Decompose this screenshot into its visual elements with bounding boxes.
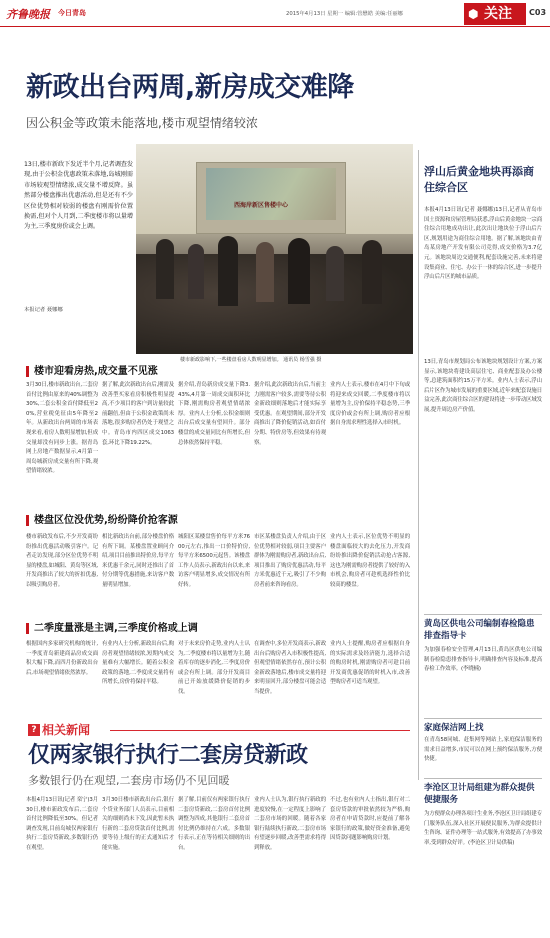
section-3-col-2: 有业内人士分析,新政出台后,购房者观望情绪较浓,短期内成交量难有大幅增长。随着公积金政策的落地,二季度成交量将有所增长,房价将保持平稳。: [102, 641, 174, 686]
section-1-title: [28, 364, 413, 379]
newspaper-logo: 齐鲁晚报: [6, 8, 50, 21]
section-2-col-2: 相比新政出台前,部分楼盘价格有所下调。某楼盘置业顾问介绍,项目目前推出特价房,每平方米优惠千余元,同时还推出了首付分期等优惠措施,来访客户数量明显增加。: [102, 534, 174, 588]
section-2-heading: 楼盘区位没优势,纷纷降价抢客源: [34, 515, 178, 526]
related-headline: 仅两家银行执行二套房贷新政: [28, 743, 308, 768]
section-3-col-4: 在调查中,多位开发商表示,新政出台后购房者入市积极性提高,但观望情绪依然存在,预计公积金新政落地后,楼市成交量将迎来明显回升,部分楼盘可能会适当提价。: [254, 641, 326, 695]
lead-box: [24, 160, 133, 318]
section-2-col-3: 城阳区某楼盘售价每平方米7600元左右,推出一口价特价房,每平方米6500元起售。该楼盘工作人员表示,新政出台以来,来访客户明显增多,成交情况有所好转。: [178, 534, 250, 588]
section-2-col-4: 市区某楼盘负责人介绍,由于区位优势相对较弱,项目主要客户群体为刚需购房者,新政出台后,项目推出了购房优惠活动,每平方米优惠近千元,吸引了不少购房者前来咨询看房。: [254, 534, 326, 588]
sidebar-story-3-title: 家庭保洁网上找: [424, 723, 484, 733]
sidebar-story-4-body: 为方便群众办理各项计生业务,李沧区卫计局组建专门服务队伍,深入社区开展便民服务,为群众提供计生咨询、证件办理等一站式服务,有效提高了办事效率,受到群众好评。(李沧区卫计局供稿): [424, 811, 542, 846]
related-news-rule: [110, 730, 410, 731]
section-3-heading: 二季度量涨是主调,三季度价格或上调: [34, 623, 198, 634]
section-3-col-3: 对于未来房价走势,业内人士认为,二季度楼市将以量增为主,随着库存的逐步消化,三季度房价或会有所上调。部分开发商目前已开始放缓降价促销的步伐。: [178, 641, 250, 695]
section-1-col-4: 据介绍,此次新政出台后,当前主力刚需客户较多,需要等待公积金新政细则落地后才能实际享受优惠。在观望期间,部分开发商推出了降价促销活动,如首付分期、特价房等,但效果有待观察。: [254, 382, 326, 446]
related-col-1: 本报4月13日讯(记者 栾宁)3月30日,楼市新政发布后,二套房首付比例降低至30%。但记者调查发现,目前岛城仅两家银行执行二套房贷新政,多数银行仍在观望。: [26, 797, 98, 851]
section-3-title: [28, 621, 413, 636]
section-1-heading: 楼市迎看房热,成交量不见涨: [34, 366, 158, 377]
main-headline: 新政出台两周,新房成交难降: [26, 72, 354, 103]
section-1-col-1: 3月30日,楼市新政出台,二套房首付比例由原来的40%调整为30%,二套公积金首付降低至20%,营业税免征由5年降至2年。从新政出台两周的市场表现来看,看房人数明显增加,但成交量却没有同步上涨。据青岛网上房地产数据显示,4月第一周岛城新房成交量有所下降,观望情绪较浓。: [26, 382, 98, 475]
photo-sign: 西海岸新区售楼中心: [234, 202, 289, 209]
related-subhead: 多数银行仍在观望,二套房市场仍不见回暖: [28, 774, 230, 787]
sidebar-story-2-body: 为加强春检安全管理,4月13日,黄岛区供电公司编制春检隐患排查指导卡,明确排查内容及标准,提高春检工作效率。(李晓楠): [424, 647, 542, 673]
section-1-col-5: 业内人士表示,楼市在4月中下旬或将迎来成交回暖,二季度楼市将以量增为主,房价保持平稳态势,三季度房价或会有所上调,购房者应根据自身需求理性选择入市时机。: [330, 382, 410, 427]
section-2-title: [28, 513, 413, 528]
date-line: 2015年4月13日 星期一 编辑:管懋皓 美编:任丽娜: [286, 11, 403, 17]
page-header: [0, 0, 550, 28]
related-col-2: 3月30日楼市新政出台后,银行个贷业务部门人员表示,目前相关的细则尚未下发,因此暂未执行新的二套房贷款首付比例,需要等待上级行的正式通知后才能实施。: [102, 797, 174, 851]
section-3-col-5: 业内人士提醒,购房者应根据自身的实际需求及经济能力,选择合适的购房时机,刚需购房者可趁目前开发商优惠促销的时机入市,改善型购房者可适当观望。: [330, 641, 410, 686]
section-1-col-2: 据了解,此次新政出台后,刚需及改善型买家看房积极性明显提高,不少项目的客户到访量较此前翻倍,但由于公积金政策尚未落地,很多购房者仍处于观望之中。青岛市内四区成交1063套,环比下降19.22%。: [102, 382, 174, 446]
sidebar-divider: [418, 150, 419, 780]
section-1-col-3: 据介绍,青岛新房成交量下降3.43%,4月第一周成交面积环比下降,刚需购房者观望情绪浓厚。业内人士分析,公积金细则出台后成交量有望回升。部分楼盘的成交量同比有所增长,但总体依然保持平稳。: [178, 382, 250, 446]
sidebar-story-1-title: 浮山后黄金地块再添商住综合区: [424, 165, 534, 194]
sidebar-rule-1: [424, 614, 542, 615]
sidebar-story-1-body: 本报4月13日讯(记者 聂娜娜)13日,记者从青岛市国土资源和房屋管理局获悉,浮山后黄金地块一宗商住综合用地成功出让,此次出让地块位于浮山后片区,规划用途为商住综合用地。据了解,该地块由青岛某房地产开发有限公司竞得,成交价格为3.7亿元。该地块周边交通便利,配套设施完善,未来将建设集商业、住宅、办公于一体的综合区,进一步提升浮山后片区的城市品质。: [424, 207, 542, 281]
section-3-bar: [26, 623, 29, 634]
section-3-col-1: 根据国内多家研究机构的统计,一季度青岛新建商品房成交面积大幅下降,而四月份新政出台后,市场观望情绪依然浓厚。: [26, 641, 98, 676]
edition-label: 今日青岛: [58, 9, 86, 17]
sidebar-rule-2: [424, 718, 542, 719]
sidebar: [424, 150, 544, 935]
related-tag-icon: ?: [28, 724, 40, 736]
sidebar-story-2-title: 黄岛区供电公司编制春检隐患排查指导卡: [424, 619, 535, 641]
related-col-5: 不过,也有业内人士指出,银行对二套房贷款的审批依然较为严格,购房者在申请贷款时,应提前了解各家银行的政策,做好资金准备,避免因贷款问题影响购房计划。: [330, 797, 410, 842]
section-2-col-1: 楼市新政发布后,不少开发商纷纷推出优惠活动吸引客户。记者走访发现,部分区位优势不明显的楼盘,如城阳、黄岛等区域,开发商推出了较大的折扣优惠,以吸引购房者。: [26, 534, 98, 588]
sidebar-story-3-body: 在青岛58同城、赶集网等网站上,家庭保洁服务的需求日益增多,市民可以在网上预约保洁服务,方便快捷。: [424, 737, 542, 763]
byline: 本报记者 聂娜娜: [24, 307, 63, 313]
lead-text: 13日,楼市新政下发近半个月,记者调查发现,由于公积金优惠政策未落地,岛城刚需市场较观望情绪浓,成交量不增反降。虽然部分楼盘推出优惠活动,但是还有不少区位优势相对较弱的楼盘有刚需价位置换需,但对个人月到,二季度楼市将以量增为主,三季度房价或会上调。: [24, 161, 133, 231]
hexagon-icon: ⬢: [468, 7, 479, 21]
sidebar-story-4-title: 李沧区卫计局组建为群众提供便捷服务: [424, 783, 535, 805]
section-1-bar: [26, 366, 29, 377]
section-label: 关注: [484, 6, 512, 22]
section-tab: [464, 3, 526, 25]
related-tag-label: 相关新闻: [42, 723, 91, 737]
related-col-3: 据了解,目前仅有两家银行执行二套房贷新政,二套房首付比例调整为四成,其他银行二套房首付比例仍维持在六成。多数银行表示,正在等待相关细则的出台。: [178, 797, 250, 851]
related-col-4: 业内人士认为,银行执行新政的进度较慢,在一定程度上影响了二套房市场的回暖。随着各家银行陆续执行新政,二套房市场有望逐步回暖,改善型需求将得到释放。: [254, 797, 326, 851]
news-photo: [136, 144, 413, 354]
sidebar-story-1-body-2: 13日,青岛市规划局公布该地块规划设计方案,方案显示,该地块将建设高层住宅、商业配套及办公楼等,总建筑面积约15万平方米。业内人士表示,浮山后片区作为城市发展的重要区域,近年来配套设施日益完善,此次商住综合区的建设将进一步带动区域发展,提升周边房产价值。: [424, 359, 542, 413]
section-2-col-5: 业内人士表示,区位优势不明显的楼盘面临较大的去化压力,开发商纷纷推出降价促销活动抢占客源,这也为刚需购房者提供了较好的入市机会,购房者可趁机选择性价比较高的楼盘。: [330, 534, 410, 588]
related-news-tag: [28, 722, 108, 738]
main-subhead: 因公积金等政策未能落地,楼市观望情绪较浓: [26, 116, 258, 130]
section-2-bar: [26, 515, 29, 526]
page-number: C03: [529, 8, 547, 17]
photo-caption: 楼市新政影响下,一些楼盘看房人数明显增加。 通讯员 杨雪强 摄: [180, 357, 322, 363]
sidebar-rule-3: [424, 778, 542, 779]
header-rule: [0, 26, 550, 27]
